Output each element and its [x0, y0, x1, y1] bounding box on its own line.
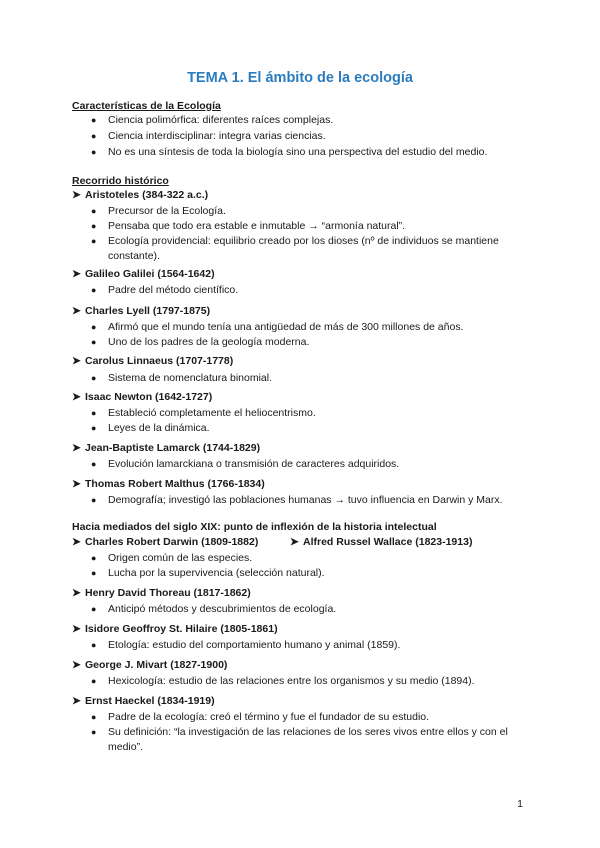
arrow-icon: ➤ — [72, 305, 81, 317]
bullet-icon: ● — [91, 676, 97, 686]
arrow-icon: ➤ — [72, 442, 81, 454]
list-item: ● Precursor de la Ecología. — [91, 205, 226, 217]
list-item: ● Sistema de nomenclatura binomial. — [91, 372, 273, 384]
bullet-icon: ● — [91, 322, 97, 332]
section-heading-recorrido: Recorrido histórico — [72, 175, 169, 187]
arrow-icon: ➤ — [72, 189, 81, 201]
list-item: ● Afirmó que el mundo tenía una antigüedad de más de 300 millones de años. — [91, 321, 464, 333]
bullet-icon: ● — [91, 640, 97, 650]
bullet-icon: ● — [91, 115, 97, 125]
section-heading-caracteristicas: Características de la Ecología — [72, 100, 221, 112]
list-item: ● Padre de la ecología: creó el término y fue el fundador de su estudio. — [91, 711, 430, 723]
bullet-icon: ● — [91, 373, 97, 383]
list-item: ● Uno de los padres de la geología moderna. — [91, 336, 310, 348]
list-item: ● Estableció completamente el heliocentrismo. — [91, 407, 316, 419]
bullet-icon: ● — [91, 236, 97, 246]
section-heading-siglo-xix: Hacia mediados del siglo XIX: punto de inflexión de la historia intelectual — [72, 521, 437, 533]
bullet-icon: ● — [91, 131, 97, 141]
bullet-icon: ● — [91, 727, 97, 737]
person-heading-linnaeus: ➤ Carolus Linnaeus (1707-1778) — [72, 355, 234, 367]
list-item: ● Origen común de las especies. — [91, 552, 253, 564]
arrow-icon: ➤ — [72, 268, 81, 280]
list-item: ● Pensaba que todo era estable e inmutable → “armonía natural”. — [91, 220, 406, 232]
list-item: ● Lucha por la supervivencia (selección natural). — [91, 567, 325, 579]
person-heading-malthus: ➤ Thomas Robert Malthus (1766-1834) — [72, 478, 265, 490]
bullet-icon: ● — [91, 408, 97, 418]
list-item: ● No es una síntesis de toda la biología sino una perspectiva del estudio del medio. — [91, 146, 488, 158]
person-heading-darwin-wallace: ➤ Charles Robert Darwin (1809-1882) ➤ Alfred Russel Wallace (1823-1913) — [72, 536, 473, 548]
bullet-icon: ● — [91, 553, 97, 563]
person-heading-st-hilaire: ➤ Isidore Geoffroy St. Hilaire (1805-1861) — [72, 623, 278, 635]
bullet-icon: ● — [91, 459, 97, 469]
list-item: ● Hexicología: estudio de las relaciones entre los organismos y su medio (1894). — [91, 675, 475, 687]
arrow-icon: ➤ — [72, 623, 81, 635]
page-number: 1 — [517, 798, 523, 810]
person-heading-aristoteles: ➤ Aristoteles (384-322 a.c.) — [72, 189, 209, 201]
bullet-icon: ● — [91, 568, 97, 578]
bullet-icon: ● — [91, 495, 97, 505]
bullet-icon: ● — [91, 712, 97, 722]
person-heading-lyell: ➤ Charles Lyell (1797-1875) — [72, 305, 211, 317]
arrow-icon: ➤ — [72, 695, 81, 707]
list-item: ● Demografía; investigó las poblaciones humanas → tuvo influencia en Darwin y Marx. — [91, 494, 503, 506]
list-item: ● Anticipó métodos y descubrimientos de ecología. — [91, 603, 337, 615]
list-item: ● Etología: estudio del comportamiento humano y animal (1859). — [91, 639, 401, 651]
list-item: ● Su definición: “la investigación de las relaciones de los seres vivos entre ellos y con el medio”. — [91, 726, 508, 753]
list-item: ● Ciencia interdisciplinar: integra varias ciencias. — [91, 130, 326, 142]
arrow-icon: ➤ — [72, 659, 81, 671]
person-heading-thoreau: ➤ Henry David Thoreau (1817-1862) — [72, 587, 251, 599]
arrow-icon: ➤ — [72, 587, 81, 599]
bullet-icon: ● — [91, 147, 97, 157]
list-item: ● Evolución lamarckiana o transmisión de caracteres adquiridos. — [91, 458, 400, 470]
person-heading-newton: ➤ Isaac Newton (1642-1727) — [72, 391, 213, 403]
bullet-icon: ● — [91, 206, 97, 216]
list-item: ● Leyes de la dinámica. — [91, 422, 210, 434]
bullet-icon: ● — [91, 221, 97, 231]
arrow-icon: ➤ — [72, 536, 81, 548]
list-item: ● Ecología providencial: equilibrio creado por los dioses (nº de individuos se mantiene constante). — [91, 235, 499, 262]
arrow-icon: ➤ — [72, 391, 81, 403]
bullet-icon: ● — [91, 423, 97, 433]
bullet-icon: ● — [91, 285, 97, 295]
page-title: TEMA 1. El ámbito de la ecología — [187, 70, 413, 86]
arrow-icon: ➤ — [290, 536, 299, 548]
arrow-icon: ➤ — [72, 478, 81, 490]
arrow-icon: ➤ — [72, 355, 81, 367]
bullet-icon: ● — [91, 337, 97, 347]
person-heading-galileo: ➤ Galileo Galilei (1564-1642) — [72, 268, 215, 280]
person-heading-lamarck: ➤ Jean-Baptiste Lamarck (1744-1829) — [72, 442, 261, 454]
bullet-icon: ● — [91, 604, 97, 614]
list-item: ● Ciencia polimórfica: diferentes raíces complejas. — [91, 114, 334, 126]
person-heading-haeckel: ➤ Ernst Haeckel (1834-1919) — [72, 695, 215, 707]
list-item: ● Padre del método científico. — [91, 284, 239, 296]
person-heading-mivart: ➤ George J. Mivart (1827-1900) — [72, 659, 228, 671]
